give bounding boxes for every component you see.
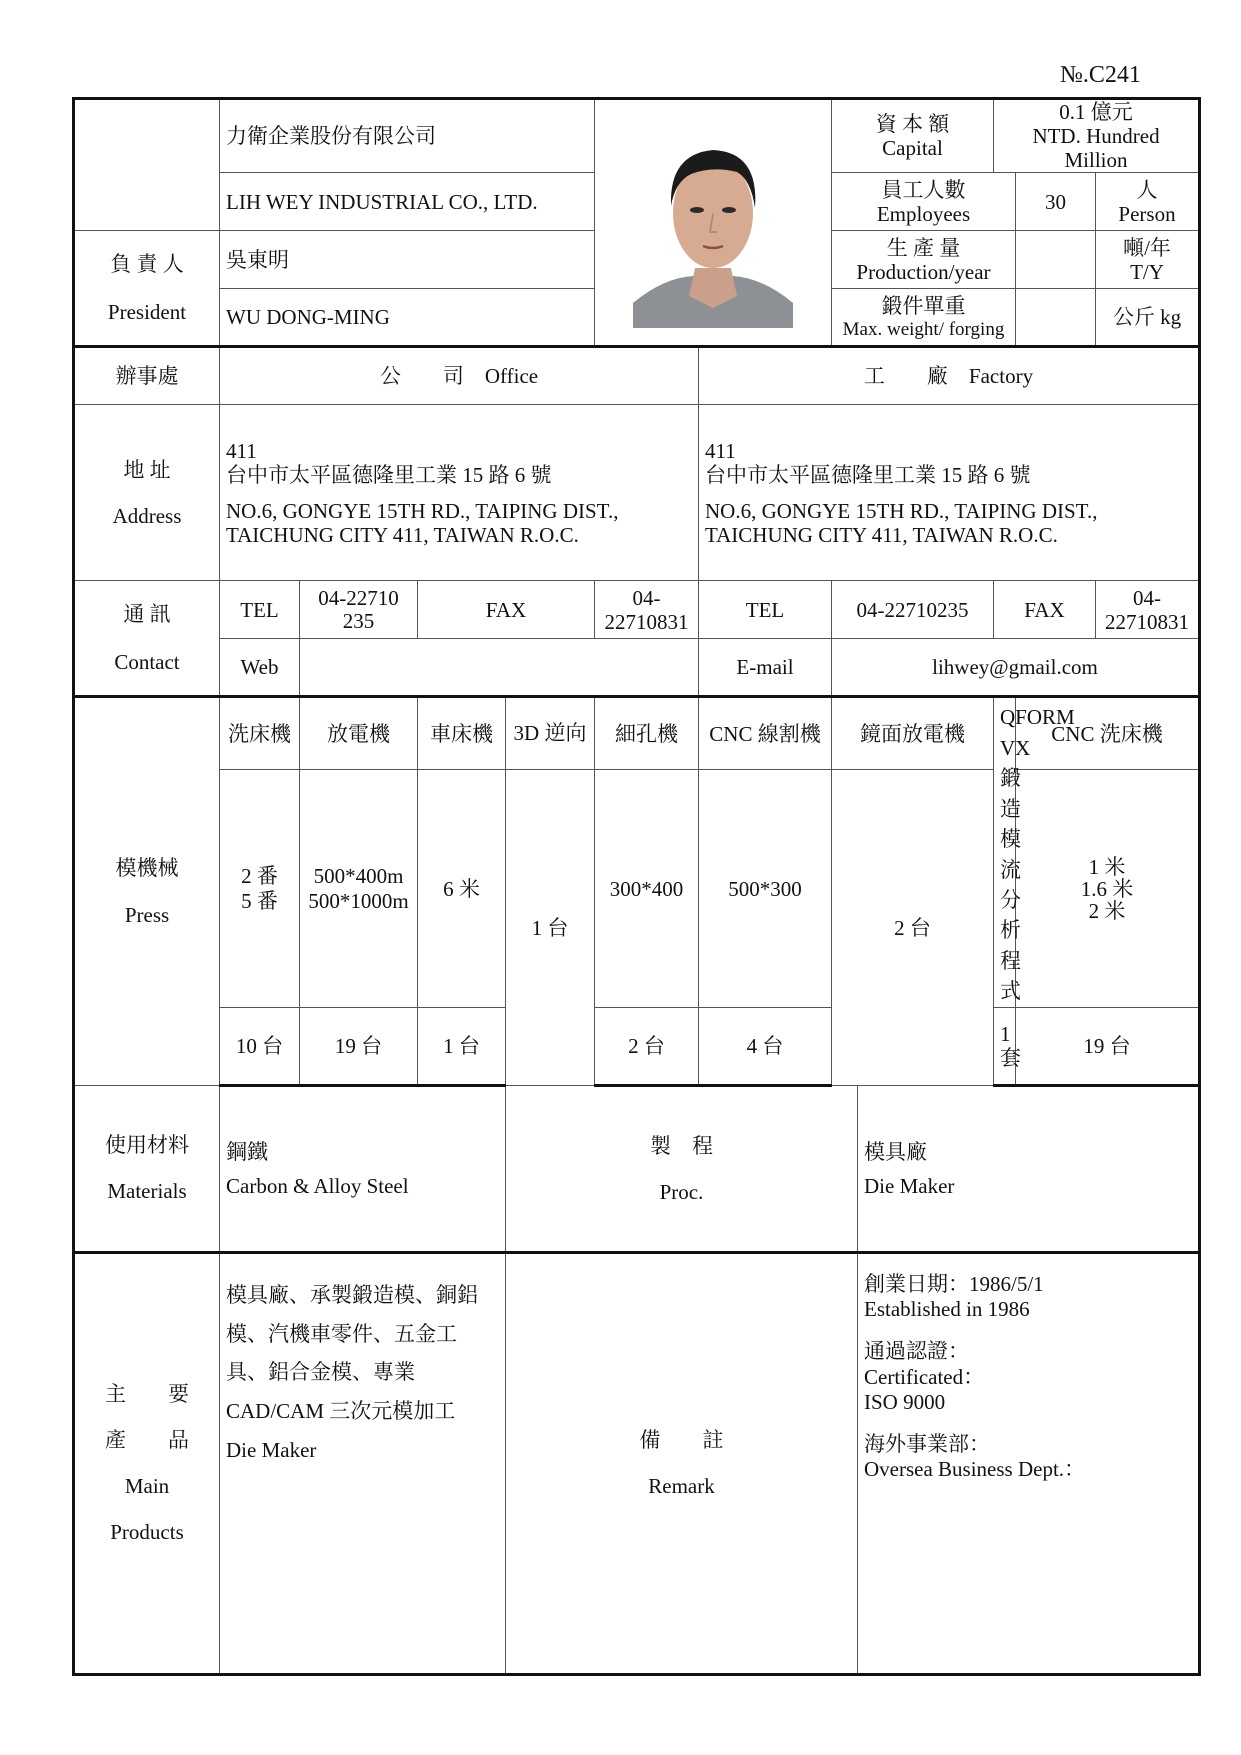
machine-count-7: 2 台 xyxy=(832,770,994,1085)
machine-spec-3: 6 米 xyxy=(418,770,506,1007)
max-weight-unit: 公斤 kg xyxy=(1096,289,1200,347)
materials-value: 鋼鐵 Carbon & Alloy Steel xyxy=(220,1085,506,1252)
office-row-label: 辦事處 xyxy=(74,347,220,405)
machine-header-1: 洗床機 xyxy=(220,697,300,770)
machine-header-5: 細孔機 xyxy=(595,697,699,770)
document-number: №.C241 xyxy=(1060,62,1141,88)
machine-header-4: 3D 逆向 xyxy=(506,697,595,770)
machine-count-6: 4 台 xyxy=(699,1007,832,1085)
machine-header-2: 放電機 xyxy=(300,697,418,770)
machine-count-4: 1 台 xyxy=(506,770,595,1085)
capital-label: 資 本 額 Capital xyxy=(832,99,994,173)
address-label: 地 址 Address xyxy=(74,405,220,581)
company-name-en: LIH WEY INDUSTRIAL CO., LTD. xyxy=(220,173,595,231)
web-value xyxy=(300,639,699,697)
main-products-value: 模具廠、承製鍛造模、銅鋁 模、汽機車零件、五金工 具、鋁合金模、專業 CAD/CAM 三次元模加工 Die Maker xyxy=(220,1252,506,1674)
process-label: 製 程 Proc. xyxy=(506,1085,858,1252)
email-value: lihwey@gmail.com xyxy=(832,639,1200,697)
factory-tel-label: TEL xyxy=(699,581,832,639)
company-profile-table xyxy=(72,97,1201,1676)
machine-spec-2: 500*400m 500*1000m xyxy=(300,770,418,1007)
press-label: 模機械 Press xyxy=(74,697,220,1085)
office-fax-value: 04-22710831 xyxy=(595,581,699,639)
machine-count-8: 1 套 xyxy=(994,1007,1016,1085)
max-weight-label: 鍛件單重 Max. weight/ forging xyxy=(832,289,1016,347)
process-value: 模具廠 Die Maker xyxy=(858,1085,1200,1252)
office-tel-label: TEL xyxy=(220,581,300,639)
president-name-en: WU DONG-MING xyxy=(220,289,595,347)
remark-label: 備 註 Remark xyxy=(506,1252,858,1674)
machine-header-3: 車床機 xyxy=(418,697,506,770)
president-photo xyxy=(595,99,832,347)
machine-spec-1: 2 番 5 番 xyxy=(220,770,300,1007)
capital-value: 0.1 億元 NTD. Hundred Million xyxy=(994,99,1200,173)
main-products-label: 主 要 產 品 Main Products xyxy=(74,1252,220,1674)
machine-count-9: 19 台 xyxy=(1016,1007,1200,1085)
machine-spec-5: 300*400 xyxy=(595,770,699,1007)
factory-fax-label: FAX xyxy=(994,581,1096,639)
machine-header-8: QFORM VX 鍛造模流分析程式 xyxy=(994,697,1016,1007)
office-header: 公 司 Office xyxy=(220,347,699,405)
machine-spec-6: 500*300 xyxy=(699,770,832,1007)
production-label: 生 產 量 Production/year xyxy=(832,231,1016,289)
empty-corner-cell xyxy=(74,99,220,231)
production-unit: 噸/年 T/Y xyxy=(1096,231,1200,289)
office-tel-value: 04-22710235 xyxy=(300,581,418,639)
factory-address: 411 台中市太平區德隆里工業 15 路 6 號 NO.6, GONGYE 15TH RD., TAIPING DIST., TAICHUNG CITY 411, TAIWAN R.O.C. xyxy=(699,405,1200,581)
contact-label: 通 訊 Contact xyxy=(74,581,220,697)
machine-header-7: 鏡面放電機 xyxy=(832,697,994,770)
president-label: 負 責 人 President xyxy=(74,231,220,347)
factory-tel-value: 04-22710235 xyxy=(832,581,994,639)
email-label: E-mail xyxy=(699,639,832,697)
employees-value: 30 xyxy=(1016,173,1096,231)
machine-header-6: CNC 線割機 xyxy=(699,697,832,770)
office-fax-label: FAX xyxy=(418,581,595,639)
company-name-zh: 力衛企業股份有限公司 xyxy=(220,99,595,173)
machine-count-5: 2 台 xyxy=(595,1007,699,1085)
employees-label: 員工人數 Employees xyxy=(832,173,1016,231)
office-address: 411 台中市太平區德隆里工業 15 路 6 號 NO.6, GONGYE 15TH RD., TAIPING DIST., TAICHUNG CITY 411, TAIWAN R.O.C. xyxy=(220,405,699,581)
employees-unit: 人 Person xyxy=(1096,173,1200,231)
machine-count-1: 10 台 xyxy=(220,1007,300,1085)
remark-value: 創業日期：1986/5/1 Established in 1986 通過認證： Certificated： ISO 9000 海外事業部： Oversea Business Dept.： xyxy=(858,1252,1200,1674)
portrait-image xyxy=(633,118,793,328)
machine-spec-9: 1 米 1.6 米 2 米 xyxy=(1016,770,1200,1007)
materials-label: 使用材料 Materials xyxy=(74,1085,220,1252)
web-label: Web xyxy=(220,639,300,697)
production-value xyxy=(1016,231,1096,289)
machine-header-9: CNC 洗床機 xyxy=(1016,697,1200,770)
president-name-zh: 吳東明 xyxy=(220,231,595,289)
factory-header: 工 廠 Factory xyxy=(699,347,1200,405)
factory-fax-value: 04-22710831 xyxy=(1096,581,1200,639)
machine-count-3: 1 台 xyxy=(418,1007,506,1085)
machine-count-2: 19 台 xyxy=(300,1007,418,1085)
max-weight-value xyxy=(1016,289,1096,347)
